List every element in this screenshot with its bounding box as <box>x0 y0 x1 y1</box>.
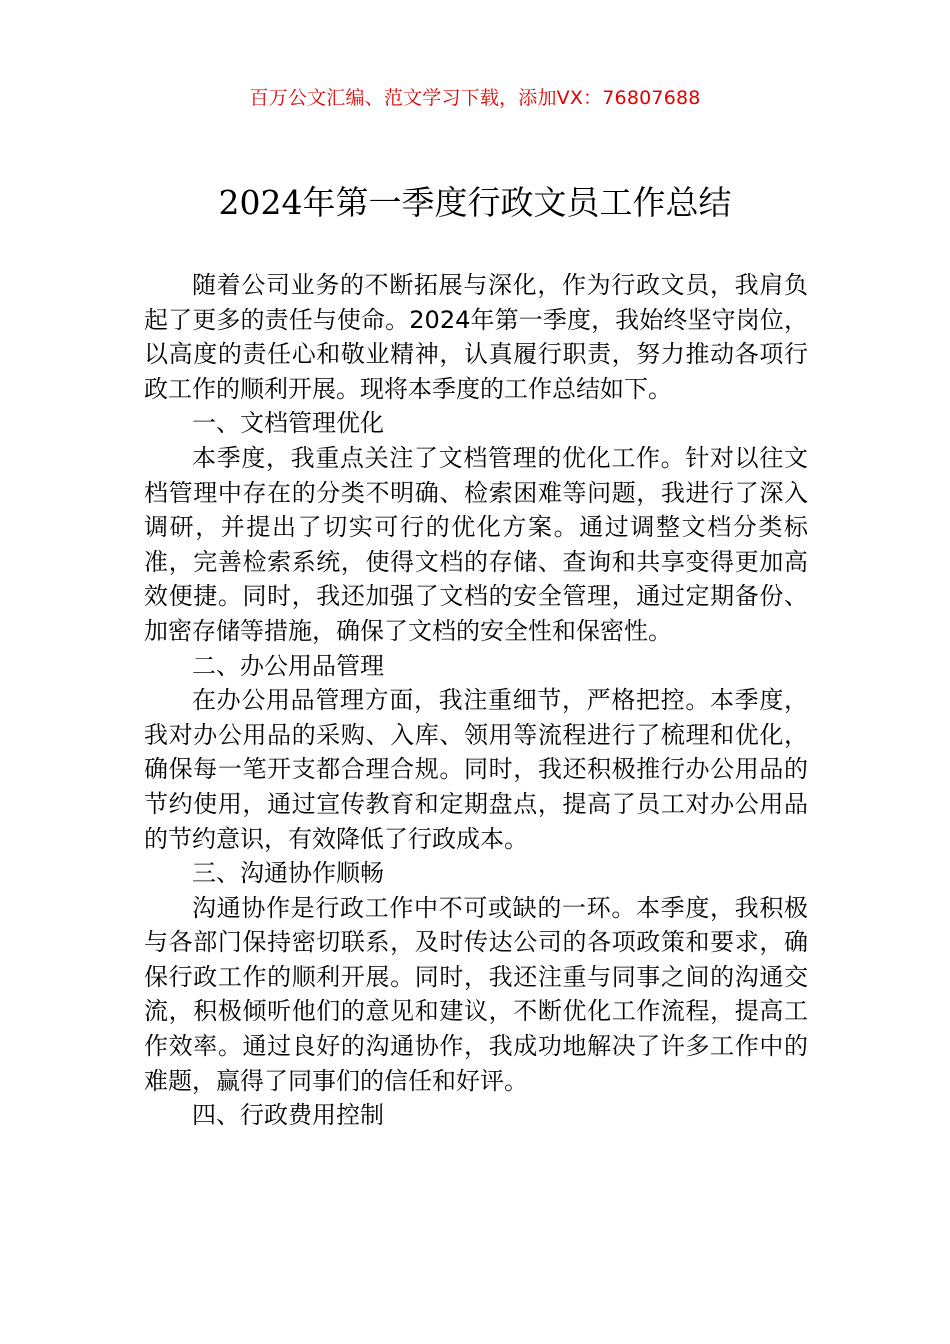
header-note: 百万公文汇编、范文学习下载，添加VX：76807688 <box>249 87 701 109</box>
section-paragraph-2: 在办公用品管理方面，我注重细节，严格把控。本季度，我对办公用品的采购、入库、领用等流程进行了梳理和优化，确保每一笔开支都合理合规。同时，我还积极推行办公用品的节约使用，通过宣传教育和定期盘点，提高了员工对办公用品的节约意识，有效降低了行政成本。 <box>144 686 808 853</box>
section-paragraph-1: 本季度，我重点关注了文档管理的优化工作。针对以往文档管理中存在的分类不明确、检索困难等问题，我进行了深入调研，并提出了切实可行的优化方案。通过调整文档分类标准，完善检索系统，使得文档的存储、查询和共享变得更加高效便捷。同时，我还加强了文档的安全管理，通过定期备份、加密存储等措施，确保了文档的安全性和保密性。 <box>144 443 808 645</box>
document-title: 2024年第一季度行政文员工作总结 <box>218 183 732 222</box>
section-heading-3: 三、沟通协作顺畅 <box>192 859 384 888</box>
intro-paragraph: 随着公司业务的不断拓展与深化，作为行政文员，我肩负起了更多的责任与使命。2024年第一季度，我始终坚守岗位，以高度的责任心和敬业精神，认真履行职责，努力推动各项行政工作的顺利开展。现将本季度的工作总结如下。 <box>144 271 808 403</box>
section-heading-1: 一、文档管理优化 <box>192 409 384 438</box>
section-heading-2: 二、办公用品管理 <box>192 651 384 680</box>
section-heading-4: 四、行政费用控制 <box>192 1101 384 1130</box>
section-paragraph-3: 沟通协作是行政工作中不可或缺的一环。本季度，我积极与各部门保持密切联系，及时传达公司的各项政策和要求，确保行政工作的顺利开展。同时，我还注重与同事之间的沟通交流，积极倾听他们的意见和建议，不断优化工作流程，提高工作效率。通过良好的沟通协作，我成功地解决了许多工作中的难题，赢得了同事们的信任和好评。 <box>144 893 808 1095</box>
document-body <box>144 268 808 1133</box>
